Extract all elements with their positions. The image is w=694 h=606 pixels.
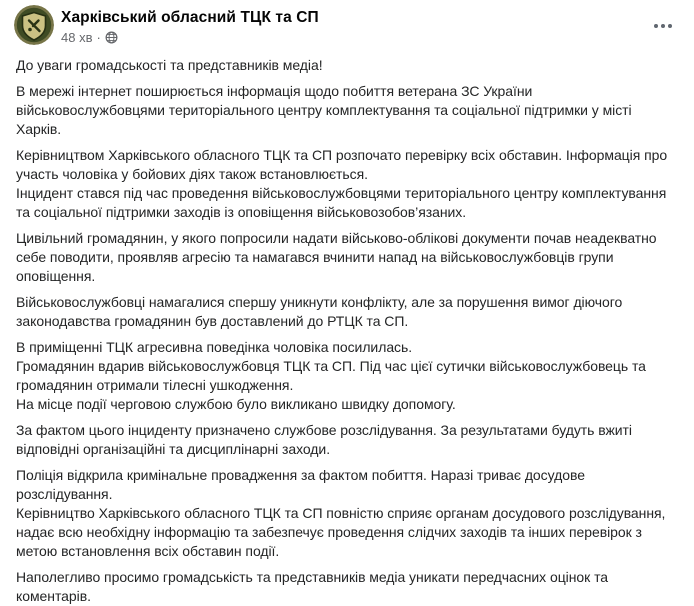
post-paragraph bbox=[16, 421, 678, 459]
post-line: Наполегливо просимо громадськість та представників медіа уникати передчасних оцінок та коментарів. bbox=[16, 569, 609, 604]
post-paragraph bbox=[16, 56, 678, 75]
post-line: На місце події черговою службою було викликано швидку допомогу. bbox=[16, 396, 456, 412]
post-paragraph bbox=[16, 229, 678, 286]
post-paragraph bbox=[16, 338, 678, 414]
post-text bbox=[0, 46, 694, 606]
post-line: За фактом цього інциденту призначено службове розслідування. За результатами будуть вжиті відповідні організаційні та дисциплінарні заходи. bbox=[16, 422, 632, 457]
post-subline bbox=[61, 29, 319, 46]
tcc-shield-emblem-icon bbox=[14, 32, 54, 45]
more-options-button[interactable] bbox=[650, 20, 676, 32]
post-line: Громадянин вдарив військовослужбовця ТЦК та СП. Під час цієї сутички військовослужбовець та громадянин отримали тілесні ушкодження. bbox=[16, 358, 646, 393]
post-line: Цивільний громадянин, у якого попросили надати військово-облікові документи почав неадекватно себе поводити, проявляв агресію та намагався вчинити напад на військовослужбовців групи оповіщення. bbox=[16, 230, 657, 284]
post-header bbox=[0, 0, 694, 46]
more-dot bbox=[661, 24, 665, 28]
post-line: В приміщенні ТЦК агресивна поведінка чоловіка посилилась. bbox=[16, 339, 413, 355]
post-paragraph bbox=[16, 568, 678, 606]
avatar[interactable] bbox=[14, 5, 54, 45]
page-name[interactable]: Харківський обласний ТЦК та СП bbox=[61, 9, 319, 26]
post-line: Керівництво Харківського обласного ТЦК та СП повністю сприяє органам досудового розслідування, надає всю необхідну інформацію та забезпечує проведення слідчих заходів та інших перевірок з метою встановлення всіх обставин події. bbox=[16, 505, 666, 559]
post-line: В мережі інтернет поширюється інформація щодо побиття ветерана ЗС України військовослужбовцями територіального центру комплектування та соціальної підтримки у місті Харків. bbox=[16, 83, 632, 137]
dot-separator: · bbox=[96, 30, 101, 45]
post-paragraph bbox=[16, 82, 678, 139]
post-line: Керівництвом Харківського обласного ТЦК та СП розпочато перевірку всіх обставин. Інформація про участь чоловіка у бойових діях також встановлюється. bbox=[16, 147, 668, 182]
post-paragraph bbox=[16, 146, 678, 222]
timestamp[interactable]: 48 хв bbox=[61, 30, 93, 45]
post-line: До уваги громадськості та представників медіа! bbox=[16, 57, 323, 73]
more-dot bbox=[668, 24, 672, 28]
post-line: Поліція відкрила кримінальне провадження за фактом побиття. Наразі триває досудове розслідування. bbox=[16, 467, 585, 502]
post-paragraph bbox=[16, 293, 678, 331]
more-dot bbox=[654, 24, 658, 28]
post-line: Інцидент стався під час проведення військовослужбовцями територіального центру комплектування та соціальної підтримки заходів із оповіщення військовозобов’язаних. bbox=[16, 185, 667, 220]
post-line: Військовослужбовці намагалися спершу уникнути конфлікту, але за порушення вимог діючого законодавства громадянин був доставлений до РТЦК та СП. bbox=[16, 294, 623, 329]
globe-privacy-icon bbox=[105, 31, 118, 44]
header-meta bbox=[61, 5, 319, 46]
post-paragraph bbox=[16, 466, 678, 561]
